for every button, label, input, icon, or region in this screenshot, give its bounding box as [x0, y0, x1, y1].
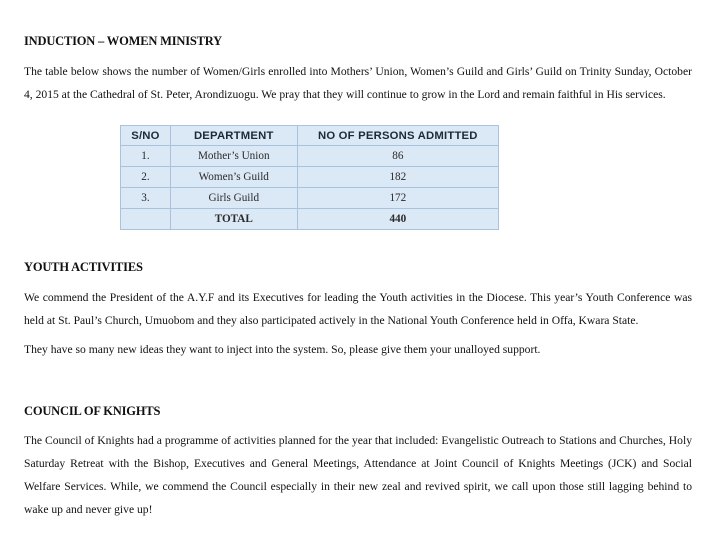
youth-heading: YOUTH ACTIVITIES — [24, 260, 143, 274]
table-row — [121, 146, 499, 167]
cell-department: Women’s Guild — [170, 167, 297, 188]
total-label: TOTAL — [170, 209, 297, 230]
cell-admitted: 86 — [297, 146, 498, 167]
header-department: DEPARTMENT — [170, 126, 297, 146]
knights-heading: COUNCIL OF KNIGHTS — [24, 404, 161, 418]
induction-intro: The table below shows the number of Women/Girls enrolled into Mothers’ Union, Women’s Guild and Girls’ Guild on Trinity Sunday, October 4, 2015 at the Cathedral of St. Peter, Arondizuogu. We pray that they will continue to grow in the Lord and remain faithful in His services. — [24, 65, 692, 101]
knights-paragraph: The Council of Knights had a programme of activities planned for the year that included: Evangelistic Outreach to Stations and Churches, Holy Saturday Retreat with the Bishop, Executives and General Meetings, Attendance at Joint Council of Knights Meetings (JCK) and Social Welfare Services. While, we commend the Council especially in their new zeal and revived spirit, we call upon those still lagging behind to wake up and never give up! — [24, 434, 692, 516]
youth-paragraph-1: We commend the President of the A.Y.F and its Executives for leading the Youth activities in the Diocese. This year’s Youth Conference was held at St. Paul’s Church, Umuobom and they also participated actively in the National Youth Conference held in Offa, Kwara State. — [24, 291, 692, 327]
table-row — [121, 167, 499, 188]
cell-sno: 3. — [121, 188, 171, 209]
table-total-row — [121, 209, 499, 230]
women-ministry-table — [120, 125, 499, 230]
cell-empty — [121, 209, 171, 230]
header-sno: S/NO — [121, 126, 171, 146]
total-value: 440 — [297, 209, 498, 230]
cell-admitted: 172 — [297, 188, 498, 209]
cell-admitted: 182 — [297, 167, 498, 188]
cell-department: Girls Guild — [170, 188, 297, 209]
cell-department: Mother’s Union — [170, 146, 297, 167]
header-admitted: NO OF PERSONS ADMITTED — [297, 126, 498, 146]
youth-paragraph-2: They have so many new ideas they want to inject into the system. So, please give them your unalloyed support. — [24, 343, 541, 356]
table-row — [121, 188, 499, 209]
induction-heading: INDUCTION – WOMEN MINISTRY — [24, 34, 222, 48]
cell-sno: 2. — [121, 167, 171, 188]
table-header-row — [121, 126, 499, 146]
cell-sno: 1. — [121, 146, 171, 167]
